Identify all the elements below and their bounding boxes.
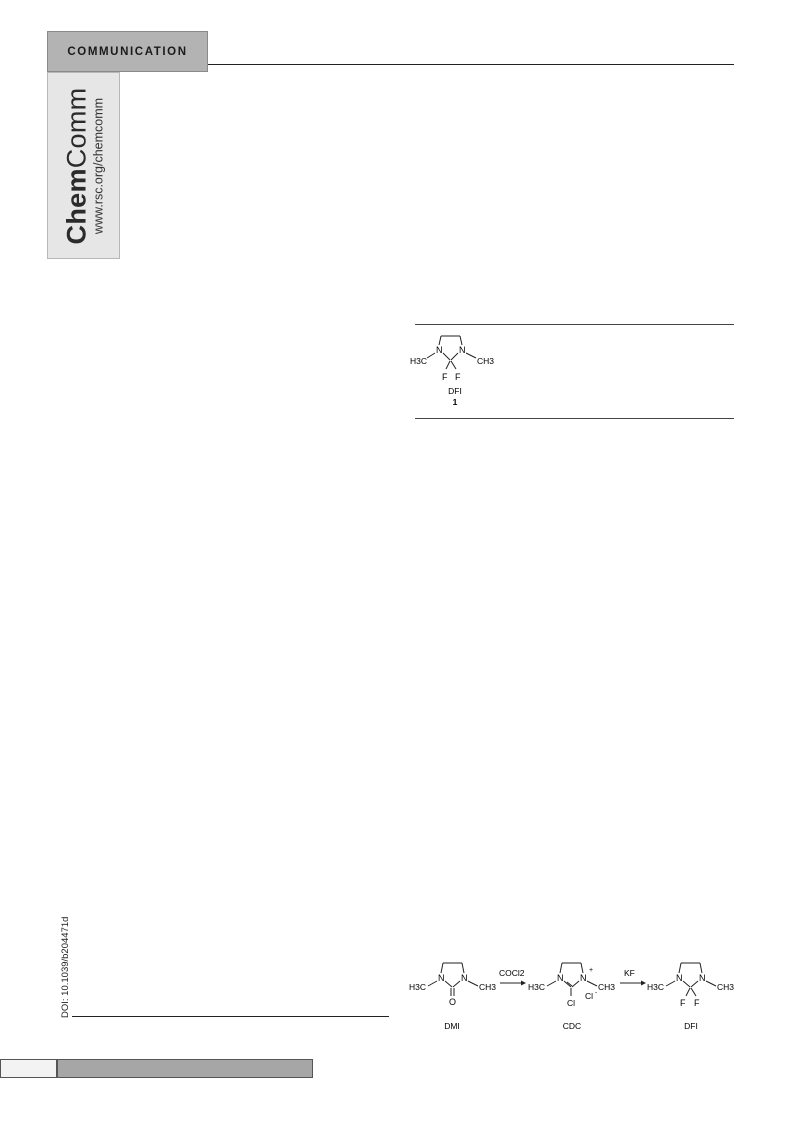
cdc-ch3: CH3	[598, 982, 616, 992]
journal-logo	[47, 72, 120, 259]
cdc-charge: +	[589, 967, 594, 974]
section-label: COMMUNICATION	[47, 31, 208, 72]
journal-sidebar	[47, 72, 120, 259]
dmi-ch3: CH3	[479, 982, 497, 992]
dfi-f-left: F	[680, 998, 686, 1008]
figure-top-rule	[415, 324, 734, 325]
footer-bar	[57, 1059, 313, 1078]
cdc-counterion: Cl	[585, 991, 594, 1001]
cdc-n-right: N	[580, 973, 587, 983]
dfi-f-right: F	[694, 998, 700, 1008]
compound-number: 1	[452, 397, 458, 407]
footnote-rule	[72, 1016, 389, 1017]
compound-name: DFI	[448, 386, 462, 396]
figure-bottom-rule	[415, 418, 734, 419]
journal-url: www.rsc.org/chemcomm	[91, 97, 105, 234]
journal-name	[61, 87, 91, 244]
dfi-label: DFI	[684, 1021, 698, 1031]
cdc-h3c: H3C	[528, 982, 546, 992]
journal-name-part2: Comm	[61, 87, 91, 168]
cdc-chloride: Cl	[567, 998, 576, 1008]
atom-n-left: N	[436, 345, 443, 355]
dfi-n-left: N	[676, 973, 683, 983]
header-rule	[208, 64, 734, 65]
group-h3c: H3C	[410, 356, 428, 366]
footer-page-box	[0, 1059, 57, 1078]
dfi-h3c: H3C	[647, 982, 665, 992]
dfi-n-right: N	[699, 973, 706, 983]
doi: DOI: 10.1039/b204471d	[60, 916, 71, 1018]
dmi-label: DMI	[444, 1021, 460, 1031]
dmi-oxygen: O	[449, 997, 457, 1007]
cdc-n-left: N	[557, 973, 564, 983]
atom-f-right: F	[455, 372, 461, 382]
dfi-structure	[405, 328, 535, 418]
cdc-label: CDC	[562, 1021, 582, 1031]
dmi-h3c: H3C	[409, 982, 427, 992]
reagent-kf: KF	[624, 968, 635, 978]
journal-name-part1: Chem	[61, 167, 91, 244]
dmi-n-right: N	[461, 973, 468, 983]
atom-n-right: N	[459, 345, 466, 355]
reagent-cocl2: COCl2	[499, 968, 525, 978]
counterion-charge: -	[595, 989, 598, 996]
atom-f-left: F	[442, 372, 448, 382]
synthesis-scheme	[400, 950, 740, 1035]
dmi-n-left: N	[438, 973, 445, 983]
dfi-ch3: CH3	[717, 982, 735, 992]
group-ch3: CH3	[477, 356, 495, 366]
